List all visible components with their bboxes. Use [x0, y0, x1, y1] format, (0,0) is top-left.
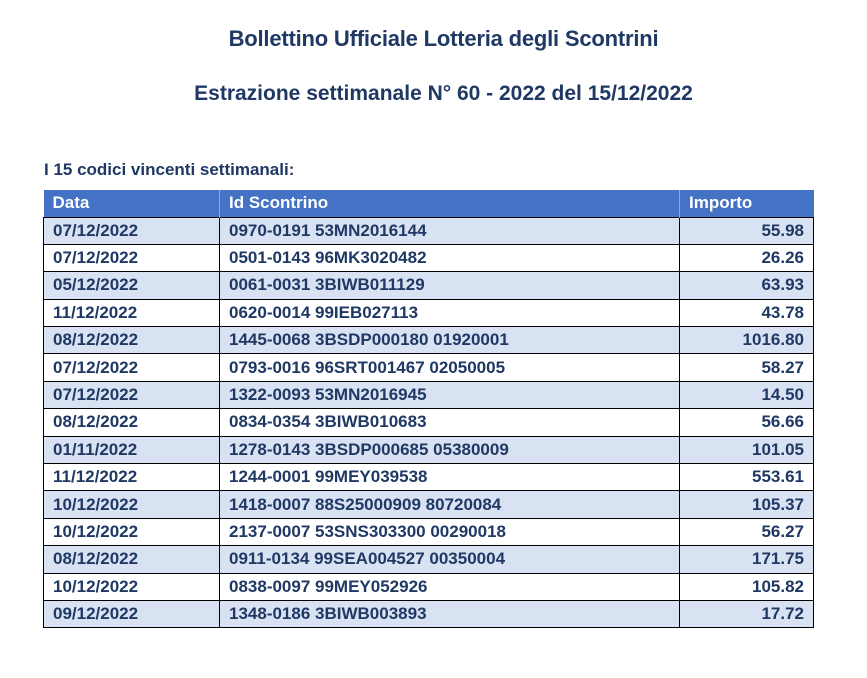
cell-id-scontrino: 1278-0143 3BSDP000685 05380009: [220, 436, 680, 463]
cell-data: 07/12/2022: [44, 244, 220, 271]
cell-importo: 1016.80: [680, 327, 814, 354]
column-header-id-scontrino: Id Scontrino: [220, 190, 680, 217]
cell-importo: 56.66: [680, 409, 814, 436]
cell-data: 08/12/2022: [44, 327, 220, 354]
table-row: [44, 491, 814, 518]
cell-id-scontrino: 1322-0093 53MN2016945: [220, 381, 680, 408]
cell-importo: 63.93: [680, 272, 814, 299]
cell-importo: 101.05: [680, 436, 814, 463]
table-row: [44, 409, 814, 436]
cell-id-scontrino: 0838-0097 99MEY052926: [220, 573, 680, 600]
cell-importo: 105.82: [680, 573, 814, 600]
table-row: [44, 381, 814, 408]
cell-data: 11/12/2022: [44, 464, 220, 491]
column-header-importo: Importo: [680, 190, 814, 217]
cell-importo: 43.78: [680, 299, 814, 326]
cell-id-scontrino: 0970-0191 53MN2016144: [220, 217, 680, 244]
cell-id-scontrino: 1418-0007 88S25000909 80720084: [220, 491, 680, 518]
cell-importo: 26.26: [680, 244, 814, 271]
table-row: [44, 244, 814, 271]
cell-data: 07/12/2022: [44, 381, 220, 408]
cell-importo: 553.61: [680, 464, 814, 491]
cell-importo: 56.27: [680, 518, 814, 545]
cell-importo: 58.27: [680, 354, 814, 381]
page-subtitle: Estrazione settimanale N° 60 - 2022 del 15/12/2022: [194, 82, 693, 105]
table-row: [44, 436, 814, 463]
cell-data: 10/12/2022: [44, 491, 220, 518]
table-header-row: [44, 190, 814, 217]
cell-id-scontrino: 0911-0134 99SEA004527 00350004: [220, 546, 680, 573]
cell-id-scontrino: 0620-0014 99IEB027113: [220, 299, 680, 326]
table-row: [44, 546, 814, 573]
page-title: Bollettino Ufficiale Lotteria degli Scontrini: [228, 26, 659, 51]
cell-data: 11/12/2022: [44, 299, 220, 326]
cell-id-scontrino: 0501-0143 96MK3020482: [220, 244, 680, 271]
cell-importo: 171.75: [680, 546, 814, 573]
cell-data: 08/12/2022: [44, 409, 220, 436]
cell-data: 07/12/2022: [44, 217, 220, 244]
cell-id-scontrino: 0793-0016 96SRT001467 02050005: [220, 354, 680, 381]
table-row: [44, 518, 814, 545]
section-label: I 15 codici vincenti settimanali:: [44, 160, 295, 179]
cell-data: 07/12/2022: [44, 354, 220, 381]
cell-importo: 17.72: [680, 600, 814, 627]
table-row: [44, 327, 814, 354]
cell-importo: 14.50: [680, 381, 814, 408]
cell-id-scontrino: 2137-0007 53SNS303300 00290018: [220, 518, 680, 545]
cell-data: 09/12/2022: [44, 600, 220, 627]
table-row: [44, 272, 814, 299]
cell-importo: 55.98: [680, 217, 814, 244]
table-row: [44, 354, 814, 381]
cell-data: 10/12/2022: [44, 573, 220, 600]
cell-importo: 105.37: [680, 491, 814, 518]
table-row: [44, 600, 814, 627]
cell-id-scontrino: 1244-0001 99MEY039538: [220, 464, 680, 491]
cell-id-scontrino: 0834-0354 3BIWB010683: [220, 409, 680, 436]
cell-id-scontrino: 1348-0186 3BIWB003893: [220, 600, 680, 627]
table-row: [44, 573, 814, 600]
table-row: [44, 464, 814, 491]
winning-codes-table: [43, 190, 814, 628]
column-header-data: Data: [44, 190, 220, 217]
cell-data: 08/12/2022: [44, 546, 220, 573]
table-row: [44, 217, 814, 244]
cell-id-scontrino: 1445-0068 3BSDP000180 01920001: [220, 327, 680, 354]
table-row: [44, 299, 814, 326]
cell-id-scontrino: 0061-0031 3BIWB011129: [220, 272, 680, 299]
cell-data: 10/12/2022: [44, 518, 220, 545]
cell-data: 01/11/2022: [44, 436, 220, 463]
cell-data: 05/12/2022: [44, 272, 220, 299]
